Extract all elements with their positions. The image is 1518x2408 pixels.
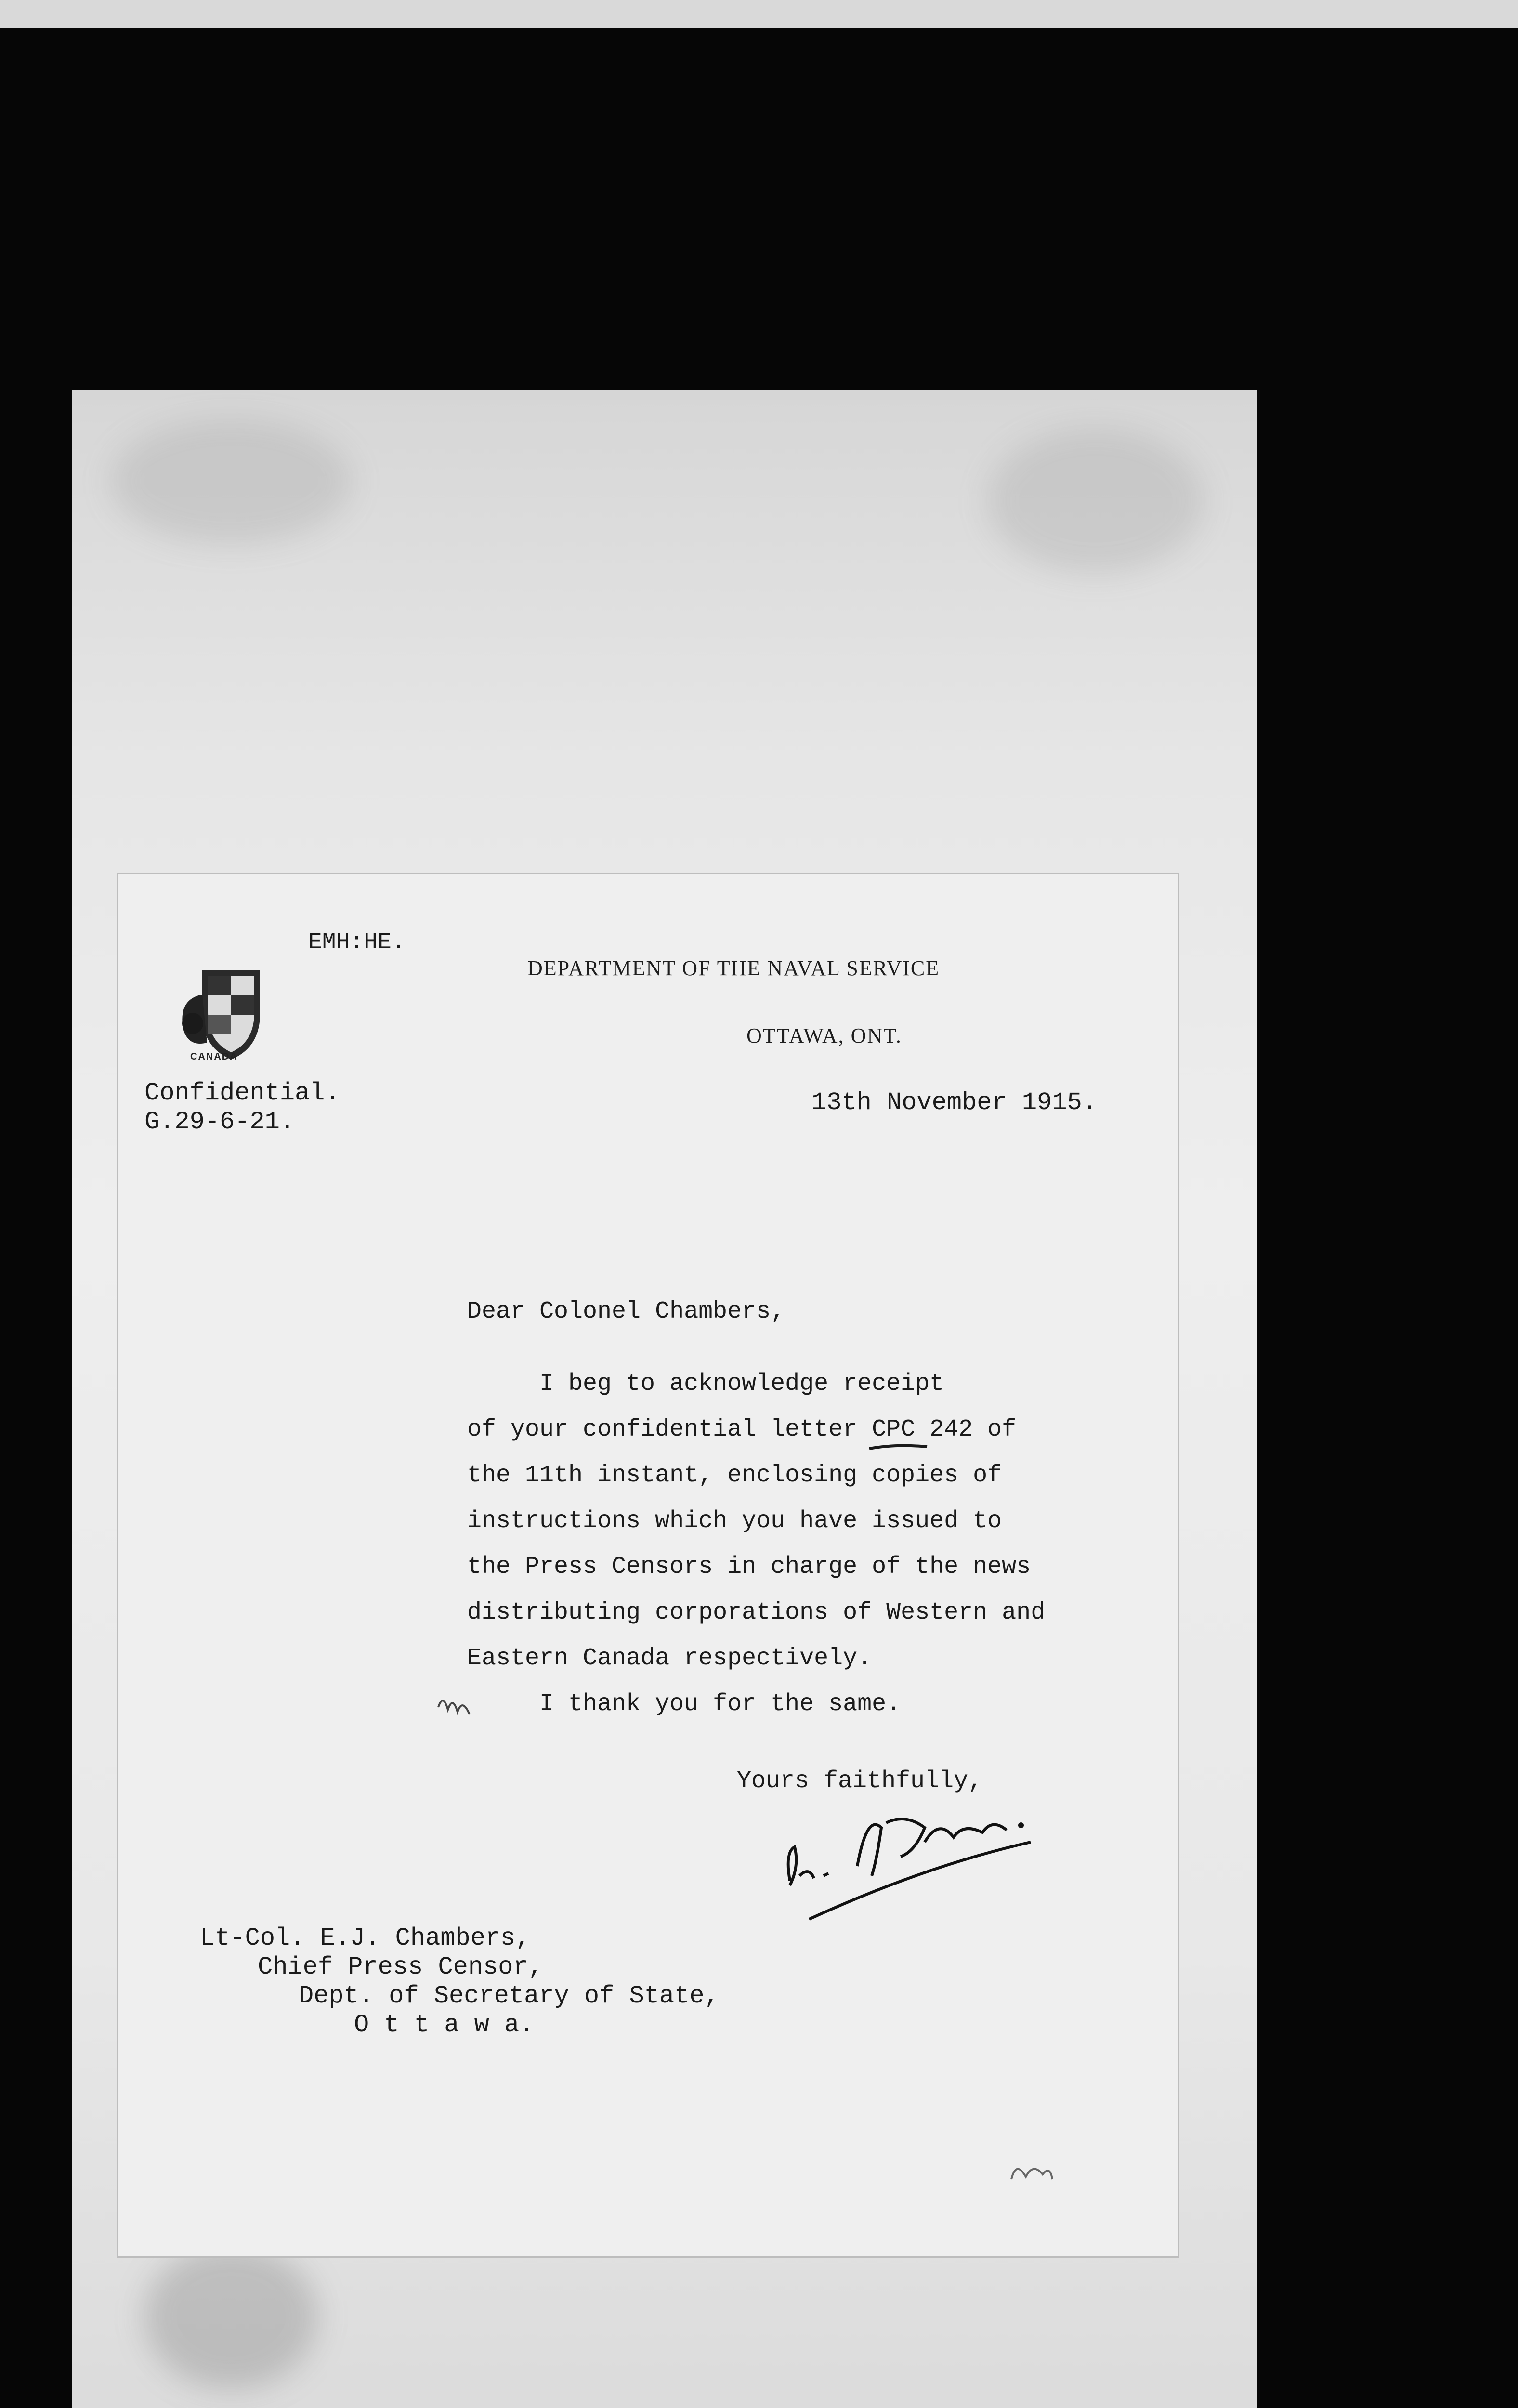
scan-top-strip [0,0,1518,28]
handwritten-signature [780,1784,1069,1929]
file-number: G.29-6-21. [144,1108,295,1136]
crest-label: CANADA [190,1051,238,1062]
pencil-mark [1004,2150,1057,2194]
body-line: I beg to acknowledge receipt [467,1370,944,1398]
underline-mark [867,1440,929,1454]
salutation: Dear Colonel Chambers, [467,1298,785,1325]
body-line: I thank you for the same. [467,1690,901,1718]
body-line: the Press Censors in charge of the news [467,1553,1031,1581]
letter-sheet [118,874,1178,2256]
body-line: Eastern Canada respectively. [467,1645,872,1672]
classification: Confidential. [144,1079,340,1107]
department-heading: DEPARTMENT OF THE NAVAL SERVICE [527,956,940,980]
addressee-line: O t t a w a. [354,2011,535,2039]
body-line: the 11th instant, enclosing copies of [467,1462,1002,1489]
letter-date: 13th November 1915. [811,1088,1097,1117]
addressee-line: Chief Press Censor, [258,1953,543,1981]
pencil-initials-mark [433,1688,482,1722]
location-heading: OTTAWA, ONT. [746,1024,902,1047]
body-line: distributing corporations of Western and [467,1599,1046,1626]
closing: Yours faithfully, [737,1767,983,1795]
addressee-line: Dept. of Secretary of State, [299,1982,720,2010]
body-line: of your confidential letter CPC 242 of [467,1416,1017,1443]
addressee-line: Lt-Col. E.J. Chambers, [200,1924,531,1952]
body-line: instructions which you have issued to [467,1507,1002,1535]
canada-crest-icon [173,956,270,1067]
reference-initials: EMH:HE. [308,929,406,955]
